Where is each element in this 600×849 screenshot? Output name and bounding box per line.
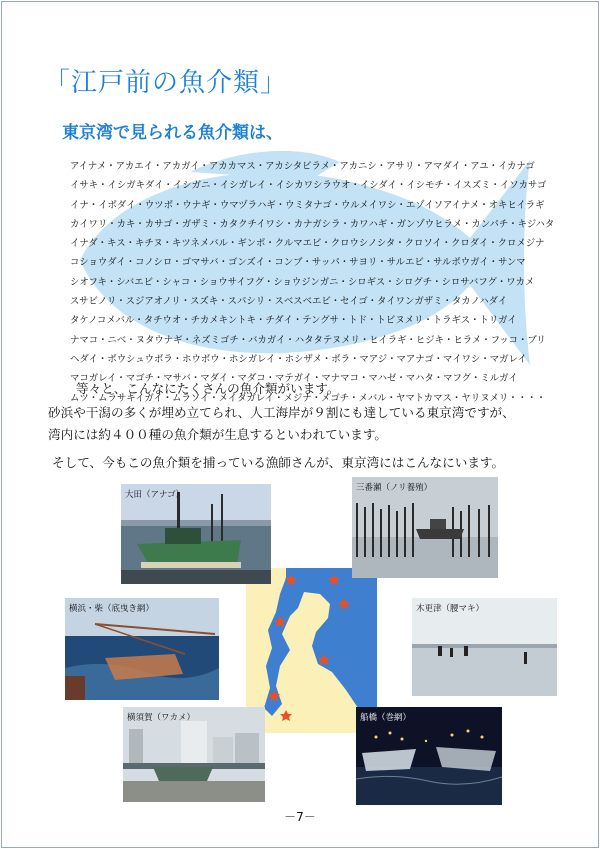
photo-yokosuka (123, 707, 265, 802)
photo-funabashi (356, 707, 502, 805)
page-title: 「江戸前の魚介類」 (44, 68, 288, 98)
species-line: カイワリ・カキ・カサゴ・ガザミ・カタクチイワシ・カナガシラ・カワハギ・ガンゾウヒラメ・カンパチ・キジハタ (70, 218, 555, 230)
body-paragraph: 等々と、こんなにたくさんの魚介類がいます。 (76, 381, 340, 396)
photo-kisarazu (412, 598, 557, 696)
species-line: イナダ・キス・キチヌ・キツネメバル・ギンポ・クルマエビ・クロウシノシタ・クロソイ・クロダイ・クロメジナ (70, 238, 545, 250)
species-line: ナマコ・ニベ・ヌタウナギ・ネズミゴチ・バカガイ・ハタタテヌメリ・ヒイラギ・ヒジキ・ヒラメ・フッコ・ブリ (70, 334, 546, 346)
species-line: タケノコメバル・タチウオ・チカメキントキ・チダイ・テングサ・トド・トビヌメリ・トラギス・トリガイ (70, 315, 517, 327)
photo-caption: 三番瀬（ノリ養殖） (356, 483, 433, 493)
body-paragraph: そして、今もこの魚介類を捕っている漁師さんが、東京湾にはこんなにいます。 (52, 455, 505, 470)
page-number: －7－ (284, 810, 316, 824)
species-list (70, 157, 555, 408)
page-subtitle: 東京湾で見られる魚介類は、 (62, 123, 283, 143)
photo-caption: 大田（アナゴ） (125, 490, 185, 500)
species-line: コショウダイ・コノシロ・ゴマサバ・ゴンズイ・コンブ・サッパ・サヨリ・サルエビ・サルボウガイ・サンマ (70, 257, 526, 269)
body-paragraph: 湾内には約４００種の魚介類が生息するといわれています。 (48, 427, 388, 442)
photo-caption: 横浜・柴（底曳き網） (69, 604, 155, 614)
species-line: イサキ・イシガキダイ・イシガニ・イシガレイ・イシカワシラウオ・イシダイ・イシモチ・イスズミ・イソカサゴ (70, 180, 547, 192)
photo-sanbanse (352, 477, 498, 578)
body-paragraph: 砂浜や干潟の多くが埋め立てられ、人工海岸が９割にも達している東京湾ですが、 (48, 405, 515, 420)
photo-caption: 船橋（巻網） (360, 713, 412, 723)
photo-yokohama (65, 598, 219, 700)
photo-caption: 横須賀（ワカメ） (127, 713, 196, 723)
species-line: アイナメ・アカエイ・アカガイ・アカカマス・アカシタビラメ・アカニシ・アサリ・アマダイ・アユ・イカナゴ (70, 161, 535, 172)
species-line: イナ・イボダイ・ウツボ・ウナギ・ウマヅラハギ・ウミタナゴ・ウルメイワシ・エゾイソアイナメ・オキヒイラギ (70, 199, 545, 211)
photo-ota (121, 484, 271, 584)
species-line: シオフキ・シバエビ・シャコ・ショウサイフグ・ショウジンガニ・シロギス・シログチ・シロサバフグ・ワカメ (70, 276, 535, 288)
species-line: ムツ・ムラサキイガイ・ムラソイ・メイタガレイ・メジナ・メゴチ・メバル・ヤマトカマス・ヤリヌメリ・・・・ (70, 392, 546, 404)
photo-caption: 木更津（腰マキ） (416, 604, 485, 614)
species-line: マコガレイ・マゴチ・マサバ・マダイ・マダコ・マテガイ・マナマコ・マハゼ・マハタ・マフグ・ミルガイ (70, 373, 518, 385)
species-line: スサビノリ・スジアオノリ・スズキ・スパシリ・スベスベエビ・セイゴ・タイワンガザミ・タカノハダイ (70, 296, 508, 308)
species-line: ヘダイ・ボウシュウボラ・ホウボウ・ホシガレイ・ホシザメ・ボラ・マアジ・マアナゴ・マイワシ・マガレイ (70, 353, 527, 365)
